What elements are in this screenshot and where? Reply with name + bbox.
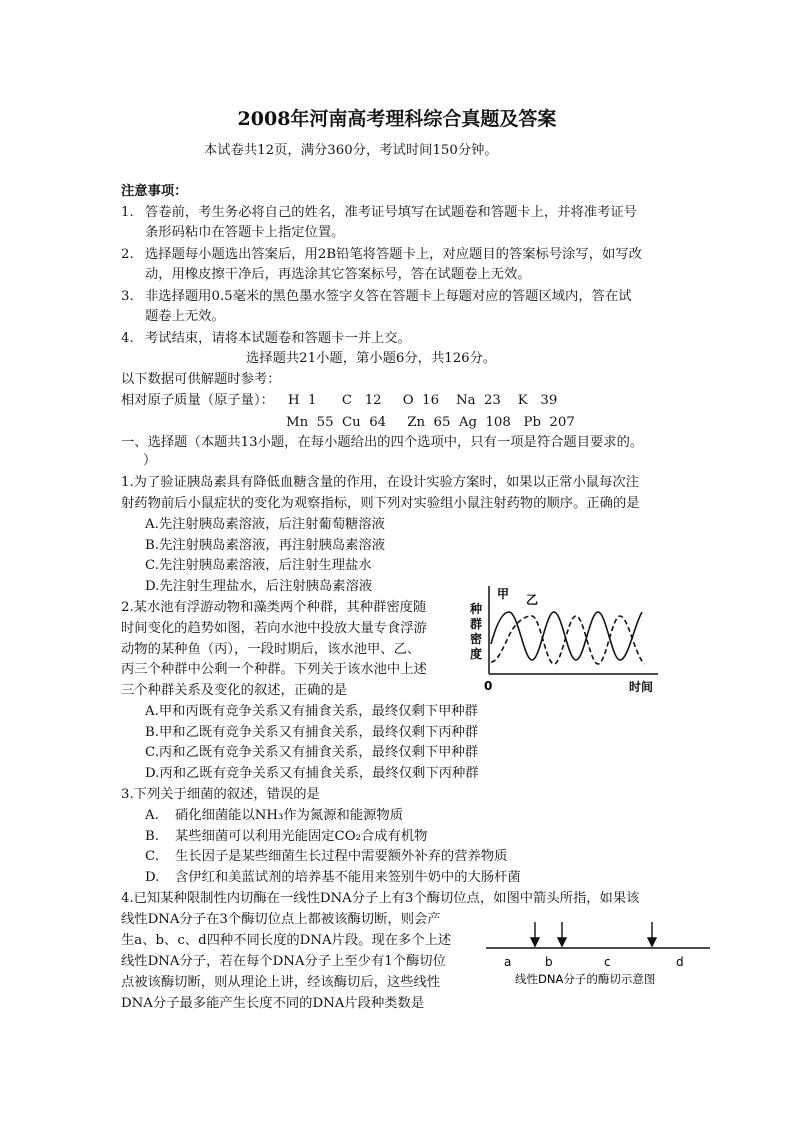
question-text: 三个种群关系及变化的叙述，正确的是 bbox=[121, 683, 348, 698]
option: C.丙和乙既有竞争关系又有捕食关系，最终仅剩下甲种群 bbox=[145, 745, 479, 760]
cut-arrow-head bbox=[531, 938, 539, 946]
dna-cut-diagram bbox=[482, 916, 714, 990]
option: B.先注射胰岛素溶液，再注射胰岛素溶液 bbox=[145, 538, 386, 553]
option: C.先注射胰岛素溶液，后注射生理盐水 bbox=[145, 558, 372, 573]
x-axis-label: 时间 bbox=[629, 680, 654, 694]
option-text: 生长因子是某些细菌生长过程中需要额外补弃的营养物质 bbox=[175, 849, 508, 864]
note-line: 题卷上无效。 bbox=[145, 309, 225, 324]
note-number: 3. bbox=[121, 289, 134, 304]
option: A.甲和丙既有竞争关系又有捕食关系，最终仅剩下甲种群 bbox=[145, 704, 478, 719]
segment-label: a bbox=[504, 955, 512, 969]
page-title: 2008年河南高考理科综合真题及答案 bbox=[237, 108, 557, 130]
option-letter: C. bbox=[145, 849, 159, 864]
series-label-jia: 甲 bbox=[497, 587, 510, 601]
y-axis-label-char: 群 bbox=[470, 617, 483, 631]
note-line: 答卷前，考生务必将自己的姓名，准考证号填写在试题卷和答题卡上，并将准考证号 bbox=[145, 205, 637, 220]
origin-label: 0 bbox=[484, 679, 493, 693]
option-letter: A. bbox=[145, 808, 159, 823]
y-axis-label-char: 密 bbox=[470, 632, 483, 646]
question-text: 3.下列关于细菌的叙述，错误的是 bbox=[121, 787, 320, 802]
note-line: 选择题每小题选出答案后，用2B铅笔将答题卡上，对应题目的答案标号涂写，如写改 bbox=[145, 247, 642, 262]
part-heading-cont: ） bbox=[143, 453, 157, 468]
y-axis-label-char: 种 bbox=[470, 602, 483, 616]
option-text: 含伊红和美蓝试剂的培养基不能用来签别牛奶中的大肠杆菌 bbox=[175, 870, 521, 885]
diagram-caption: 线性DNA分子的酶切示意图 bbox=[515, 972, 656, 986]
question-text: 线性DNA分子在3个酶切位点上都被该酶切断，则会产 bbox=[121, 912, 441, 927]
curve-yi bbox=[491, 616, 644, 664]
note-line: 条形码粘巾在答题卡上指定位置。 bbox=[145, 225, 345, 240]
option: B.甲和乙既有竞争关系又有捕食关系，最终仅剩下丙种群 bbox=[145, 725, 479, 740]
atomic-mass-row: H 1 C 12 O 16 Na 23 K 39 bbox=[288, 393, 558, 408]
exam-info: 本试卷共12页，满分360分，考试时间150分钟。 bbox=[204, 143, 498, 158]
reference-intro: 以下数据可供解题时参考： bbox=[121, 372, 281, 387]
question-text: DNA分子最多能产生长度不同的DNA片段种类数是 bbox=[121, 996, 425, 1011]
y-axis-label-char: 度 bbox=[470, 647, 483, 661]
notes-heading: 注意事项： bbox=[121, 184, 188, 199]
question-text: 生a、b、c、d四种不同长度的DNA片段。现在多个上述 bbox=[121, 933, 452, 948]
section-info: 选择题共21小题，第小题6分，共126分。 bbox=[246, 351, 497, 366]
question-text: 4.已知某种限制性内切酶在一线性DNA分子上有3个酶切位点，如图中箭头所指，如果该 bbox=[121, 891, 640, 906]
question-text: 线性DNA分子，若在每个DNA分子上至少有1个酶切位 bbox=[121, 954, 446, 969]
cut-arrow-head bbox=[648, 938, 656, 946]
note-line: 非选择题用0.5毫米的黑色墨水签字夊答在答题卡上每题对应的答题区域内，答在试 bbox=[145, 289, 632, 304]
note-number: 2. bbox=[121, 247, 134, 262]
series-label-yi: 乙 bbox=[526, 593, 539, 607]
note-line: 考试结束，请将本试题卷和答题卡一并上交。 bbox=[145, 331, 411, 346]
reference-label: 相对原子质量（原子量）： bbox=[121, 393, 274, 408]
curve-jia bbox=[491, 612, 642, 660]
segment-label: c bbox=[604, 955, 611, 969]
question-text: 射药物前后小鼠症状的变化为观察指标，则下列对实验组小鼠注射药物的顺序。正确的是 bbox=[121, 496, 640, 511]
option-text: 硝化细菌能以NH₃作为氮源和能源物质 bbox=[175, 808, 404, 823]
option: A.先注射胰岛素溶液，后注射葡萄糖溶液 bbox=[145, 517, 385, 532]
population-density-figure bbox=[462, 582, 674, 700]
segment-label: d bbox=[676, 955, 684, 969]
question-text: 时间变化的趋势如图，若向水池中投放大量专食浮游 bbox=[121, 621, 427, 636]
question-text: 动物的某种鱼（丙），一段时期后，该水池甲、乙、 bbox=[121, 642, 421, 657]
note-number: 1. bbox=[121, 205, 134, 220]
option: D.先注射生理盐水，后注射胰岛素溶液 bbox=[145, 579, 373, 594]
question-text: 2.某水池有浮游动物和藻类两个种群，其种群密度随 bbox=[121, 600, 427, 615]
note-line: 动，用橡皮擦干净后，再选涂其它答案标号，答在试题卷上无效。 bbox=[145, 267, 531, 282]
cut-arrow-head bbox=[558, 938, 566, 946]
part-heading: 一、选择题（本题共13小题，在每小题给出的四个选项中，只有一项是符合题目要求的。 bbox=[121, 435, 644, 450]
option-text: 某些细菌可以利用光能固定CO₂合成有机物 bbox=[175, 829, 428, 844]
question-text: 点被该酶切断，则从理论上讲，经该酶切后，这些线性 bbox=[121, 975, 441, 990]
note-number: 4. bbox=[121, 331, 134, 346]
segment-label: b bbox=[545, 955, 553, 969]
question-text: 1.为了验证胰岛素具有降低血糖含量的作用，在设计实验方案时，如果以正常小鼠每次注 bbox=[121, 475, 639, 490]
option-letter: D. bbox=[145, 870, 160, 885]
atomic-mass-row: Mn 55 Cu 64 Zn 65 Ag 108 Pb 207 bbox=[286, 415, 575, 430]
option: D.丙和乙既有竞争关系又有捕食关系，最终仅剩下丙种群 bbox=[145, 766, 479, 781]
option-letter: B. bbox=[145, 829, 159, 844]
question-text: 丙三个种群中公剩一个种群。下列关于该水池中上述 bbox=[121, 662, 427, 677]
